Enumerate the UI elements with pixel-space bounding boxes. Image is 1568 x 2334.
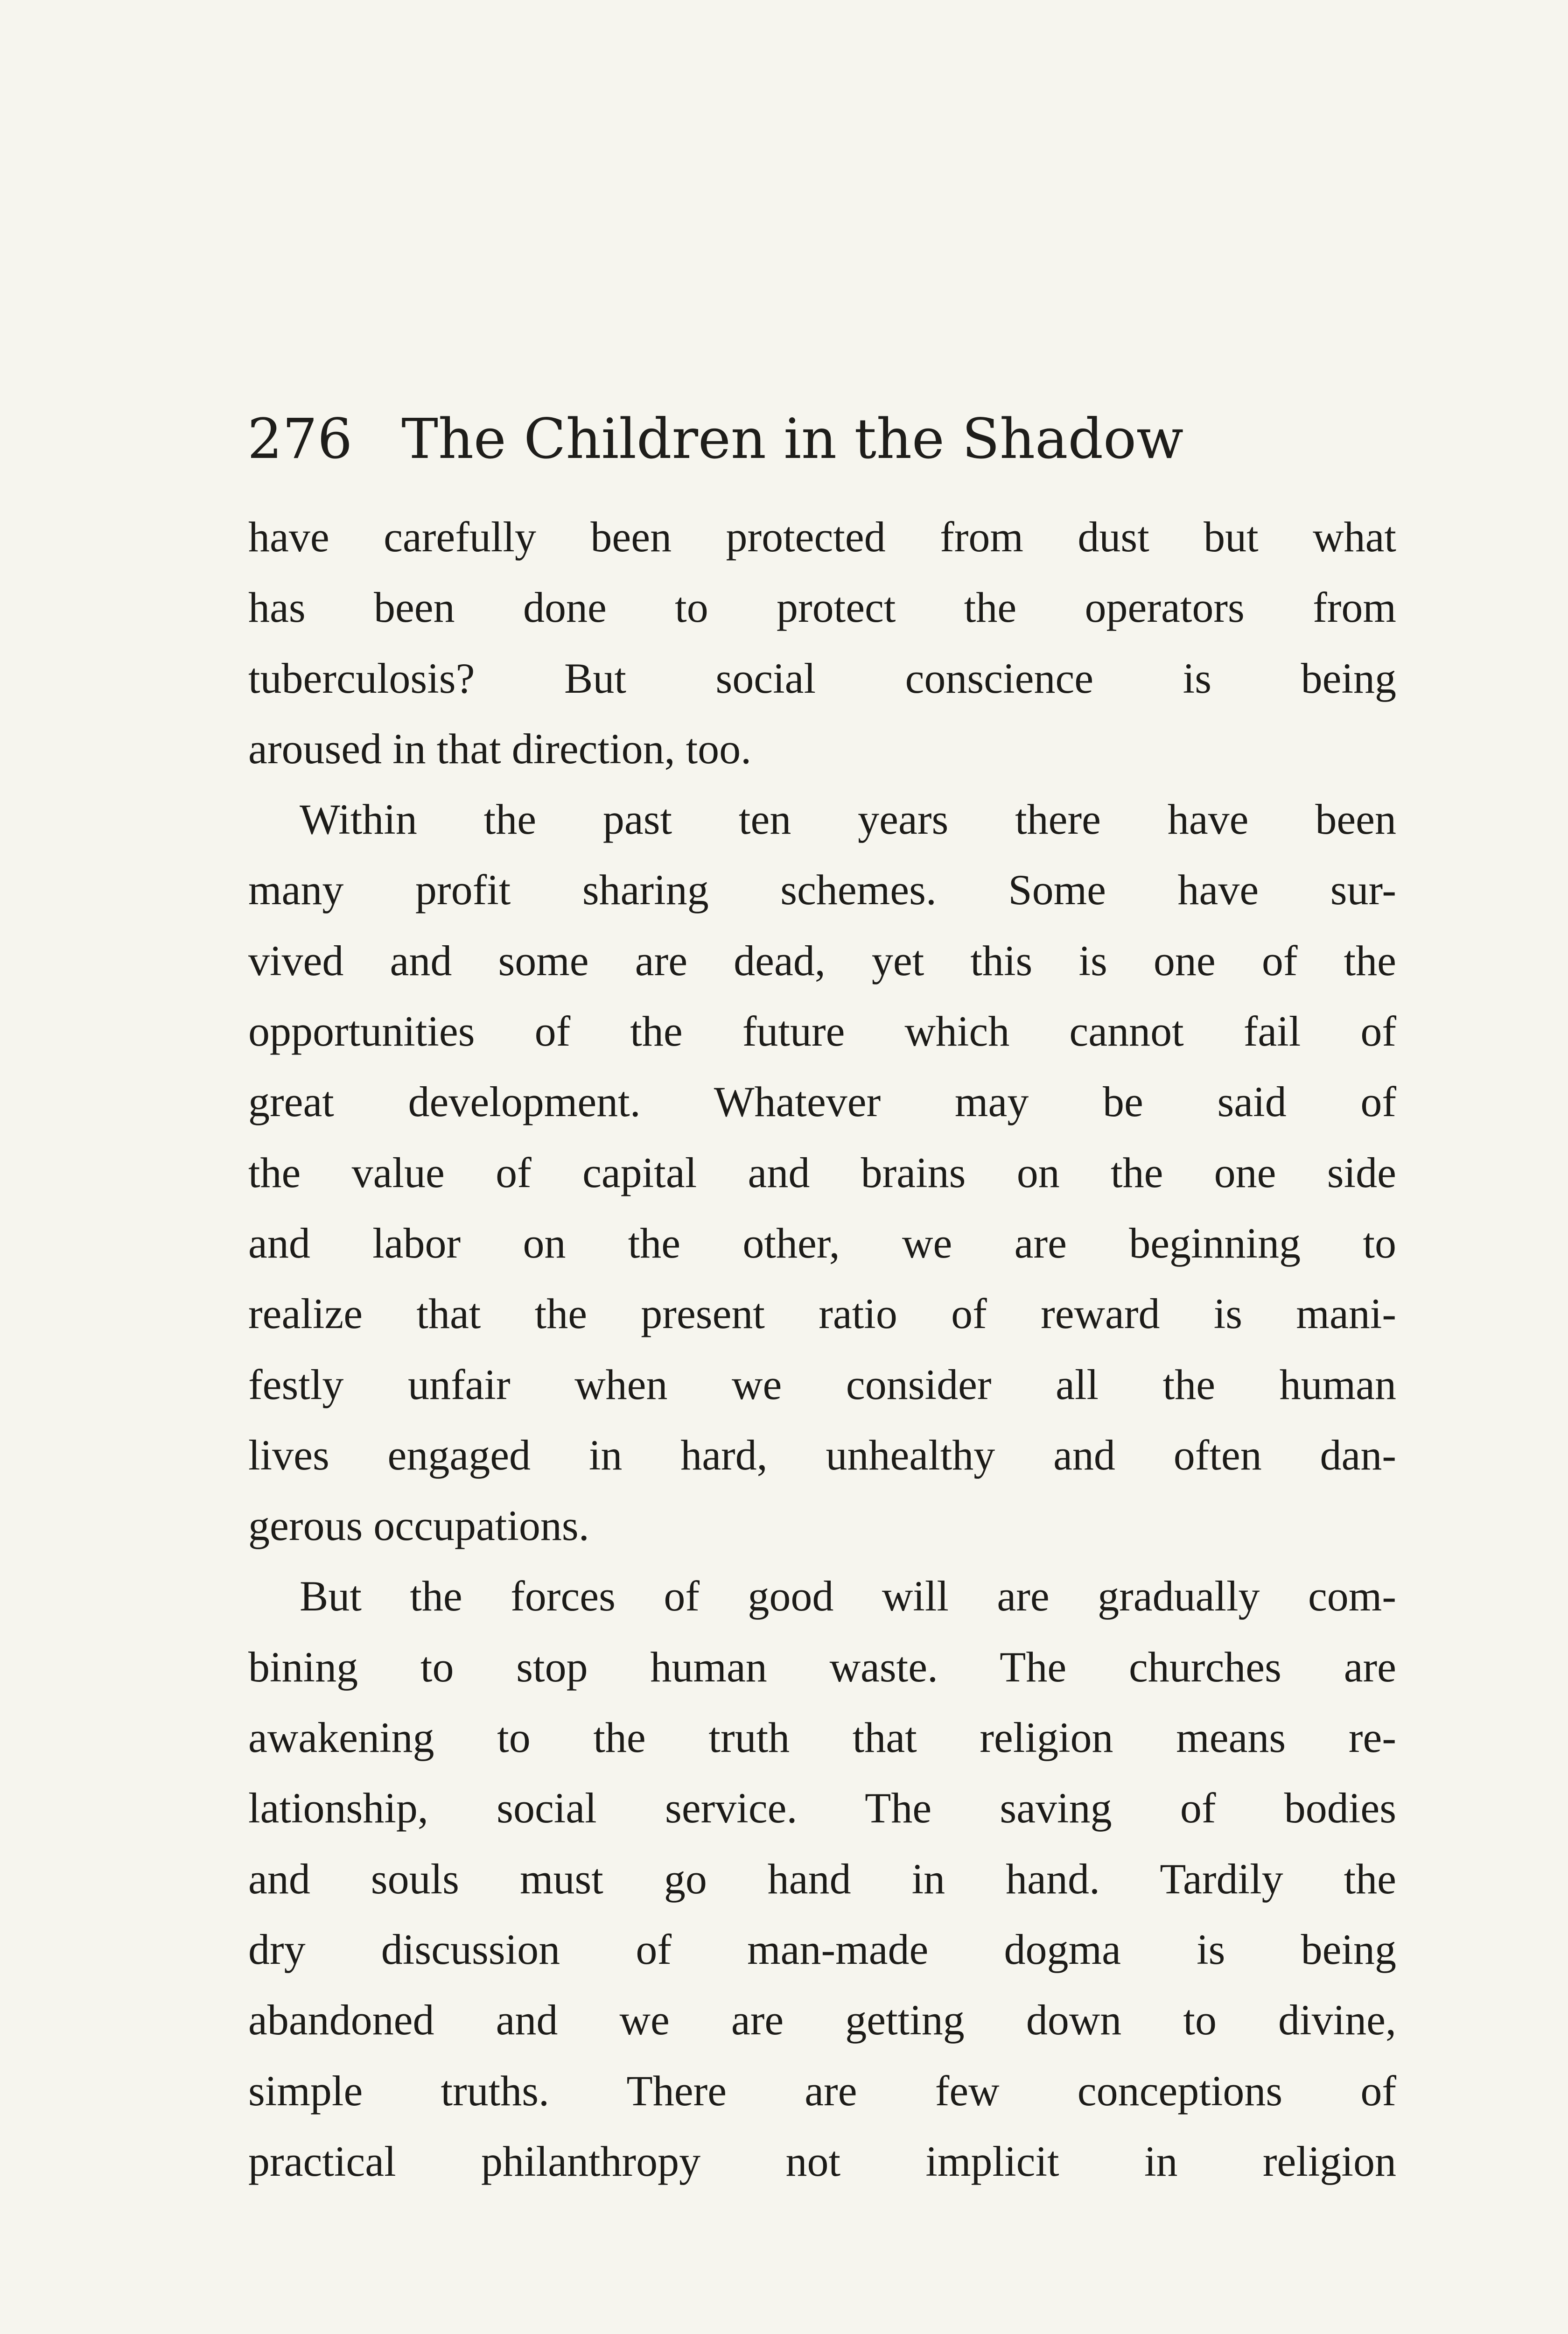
text-line: gerous occupations. [248,1502,589,1550]
text-line: But the forces of good will are gradually com- [300,1572,1396,1620]
text-line: have carefully been protected from dust but what [248,513,1396,561]
text-line: opportunities of the future which cannot fail of [248,1007,1396,1055]
text-line: the value of capital and brains on the one side [248,1148,1396,1196]
text-line: aroused in that direction, too. [248,724,752,773]
text-line: practical philanthropy not implicit in religion [248,2137,1396,2185]
text-line: simple truths. There are few conceptions of [248,2067,1396,2115]
text-line: tuberculosis? But social conscience is being [248,654,1396,702]
text-line: vived and some are dead, yet this is one of the [248,936,1396,984]
text-line: lives engaged in hard, unhealthy and often dan- [248,1431,1396,1479]
page-number: 276 [247,407,353,471]
text-line: abandoned and we are getting down to divine, [248,1996,1396,2044]
text-line: Within the past ten years there have been [300,795,1396,844]
text-line: realize that the present ratio of reward is mani- [248,1290,1396,1338]
running-head [247,406,1391,471]
text-line: bining to stop human waste. The churches are [248,1643,1396,1691]
text-line: and souls must go hand in hand. Tardily the [248,1855,1396,1903]
text-line: dry discussion of man-made dogma is being [248,1925,1396,1973]
text-line: and labor on the other, we are beginning to [248,1219,1396,1267]
text-line: has been done to protect the operators from [248,584,1396,632]
text-line: awakening to the truth that religion means re- [248,1714,1396,1762]
text-line: many profit sharing schemes. Some have sur- [248,866,1396,914]
body-text [248,502,1396,2197]
text-line: lationship, social service. The saving of bodies [248,1784,1396,1832]
text-line: festly unfair when we consider all the human [248,1360,1396,1408]
text-line: great development. Whatever may be said of [248,1078,1396,1126]
running-head-title: The Children in the Shadow [401,407,1184,471]
